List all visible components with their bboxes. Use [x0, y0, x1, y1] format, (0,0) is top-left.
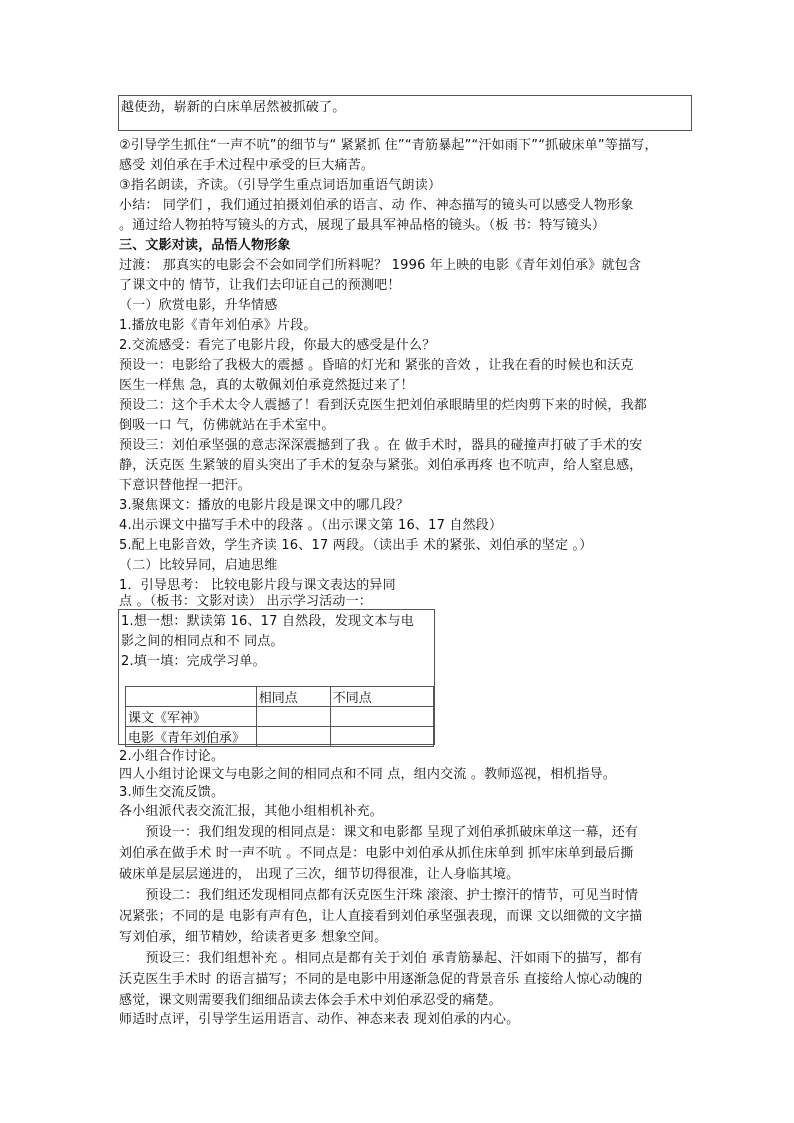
- quote-text: 越使劲，崭新的白床单居然被抓破了。: [121, 100, 346, 115]
- paragraph-line: 预设一：电影给了我极大的震撼 。昏暗的灯光和 紧张的音效 ，让我在看的时候也和沃克: [119, 358, 634, 373]
- comparison-table: [125, 686, 434, 747]
- paragraph-line: 下意识替他捏一把汗。: [119, 478, 252, 493]
- paragraph-line: 预设三：我们组想补充 。相同点是都有关于刘伯 承青筋暴起、汗如雨下的描写，都有: [119, 951, 643, 966]
- paragraph-line: 。通过给人物拍特写镜头的方式，展现了最具军神品格的镜头。（板 书：特写镜头）: [119, 218, 606, 233]
- activity-line: 2.填一填：完成学习单。: [121, 654, 266, 669]
- subsection-heading: （一）欣赏电影，升华情感: [119, 298, 278, 313]
- paragraph-line: 况紧张；不同的是 电影有声有色，让人直接看到刘伯承坚强表现，而课 文以细微的文字描: [119, 909, 643, 924]
- paragraph-line: 感受 刘伯承在手术过程中承受的巨大痛苦。: [119, 158, 375, 173]
- table-cell: [256, 707, 330, 727]
- paragraph-line: 感觉，课文则需要我们细细品读去体会手术中刘伯承忍受的痛楚。: [119, 993, 502, 1008]
- subsection-heading: （二）比较异同，启迪思维: [119, 558, 278, 573]
- table-cell: [256, 727, 330, 747]
- paragraph-line: ③指名朗读，齐读。（引导学生重点词语加重语气朗读）: [119, 178, 442, 193]
- paragraph-line: 5.配上电影音效，学生齐读 16、17 两段。（读出手 术的紧张、刘伯承的坚定 。）: [119, 538, 593, 553]
- activity-line: 1.想一想：默读第 16、17 自然段，发现文本与电: [121, 614, 414, 629]
- paragraph-line: ②引导学生抓住“一声不吭”的细节与“ 紧紧抓 住”“青筋暴起”“汗如雨下”“抓破床单”等描写，: [119, 138, 658, 153]
- paragraph-line: 破床单是层层递进的， 出现了三次，细节切得很准，让人身临其境。: [119, 867, 520, 882]
- table-header-row: [126, 687, 434, 707]
- paragraph-line: 沃克医生手术时 的语言描写；不同的是电影中用逐渐急促的背景音乐 直接给人惊心动魄的: [119, 972, 643, 987]
- paragraph-line: 3.师生交流反馈。: [119, 785, 225, 800]
- paragraph-line: 2.小组合作讨论。: [119, 749, 225, 764]
- paragraph-line: 3.聚焦课文：播放的电影片段是课文中的哪几段？: [119, 498, 410, 513]
- table-header-cell: [126, 687, 257, 707]
- table-cell: [330, 707, 433, 727]
- paragraph-line: 1．引导思考： 比较电影片段与课文表达的异同: [119, 578, 396, 593]
- paragraph-line: 静，沃克医 生紧皱的眉头突出了手术的复杂与紧张。刘伯承再疼 也不吭声，给人窒息感，: [119, 458, 643, 473]
- paragraph-line: 预设二：我们组还发现相同点都有沃克医生汗珠 滚滚、护士擦汗的情节，可见当时情: [119, 888, 639, 903]
- paragraph-line: 四人小组讨论课文与电影之间的相同点和不同 点，组内交流 。教师巡视，相机指导。: [119, 767, 617, 782]
- table-cell: [330, 727, 433, 747]
- paragraph-line: 1.播放电影《青年刘伯承》片段。: [119, 318, 317, 333]
- activity-box: [118, 609, 435, 745]
- paragraph-line: 预设三：刘伯承坚强的意志深深震撼到了我 。在 做手术时，器具的碰撞声打破了手术的安: [119, 438, 643, 453]
- paragraph-line: 倒吸一口 气，仿佛就站在手术室中。: [119, 418, 335, 433]
- paragraph-line: 2.交流感受：看完了电影片段，你最大的感受是什么？: [119, 338, 436, 353]
- paragraph-line: 小结： 同学们 ，我们通过拍摄刘伯承的语言、动 作、神态描写的镜头可以感受人物形象: [119, 198, 634, 213]
- table-row: [126, 707, 434, 727]
- table-cell: 课文《军神》: [126, 707, 257, 727]
- paragraph-line: 预设二：这个手术太令人震撼了！看到沃克医生把刘伯承眼睛里的烂肉剪下来的时候，我都: [119, 398, 648, 413]
- paragraph-line: 点 。（板书：文影对读） 出示学习活动一：: [119, 594, 372, 609]
- activity-line: 影之间的相同点和不 同点。: [121, 634, 284, 649]
- paragraph-line: 医生一样焦 急，真的太敬佩刘伯承竟然挺过来了！: [119, 378, 414, 393]
- table-cell: 电影《青年刘伯承》: [126, 727, 257, 747]
- paragraph-line: 各小组派代表交流汇报，其他小组相机补充。: [119, 804, 384, 819]
- paragraph-line: 师适时点评，引导学生运用语言、动作、神态来表 现刘伯承的内心。: [119, 1012, 520, 1027]
- paragraph-line: 了课文中的 情节，让我们去印证自己的预测吧！: [119, 278, 401, 293]
- paragraph-line: 过渡： 那真实的电影会不会如同学们所料呢？ 1996 年上映的电影《青年刘伯承》就包含: [119, 258, 642, 273]
- paragraph-line: 预设一：我们组发现的相同点是：课文和电影都 呈现了刘伯承抓破床单这一幕，还有: [119, 825, 639, 840]
- paragraph-line: 4.出示课文中描写手术中的段落 。（出示课文第 16、17 自然段）: [119, 518, 503, 533]
- section-heading: 三、文影对读，品悟人物形象: [119, 238, 291, 253]
- table-row: [126, 727, 434, 747]
- quote-box: [118, 95, 692, 131]
- table-header-cell: 不同点: [330, 687, 433, 707]
- paragraph-line: 写刘伯承，细节精妙，给读者更多 想象空间。: [119, 930, 388, 945]
- table-header-cell: 相同点: [256, 687, 330, 707]
- paragraph-line: 刘伯承在做手术 时一声不吭 。不同点是：电影中刘伯承从抓住床单到 抓牢床单到最后撕: [119, 846, 634, 861]
